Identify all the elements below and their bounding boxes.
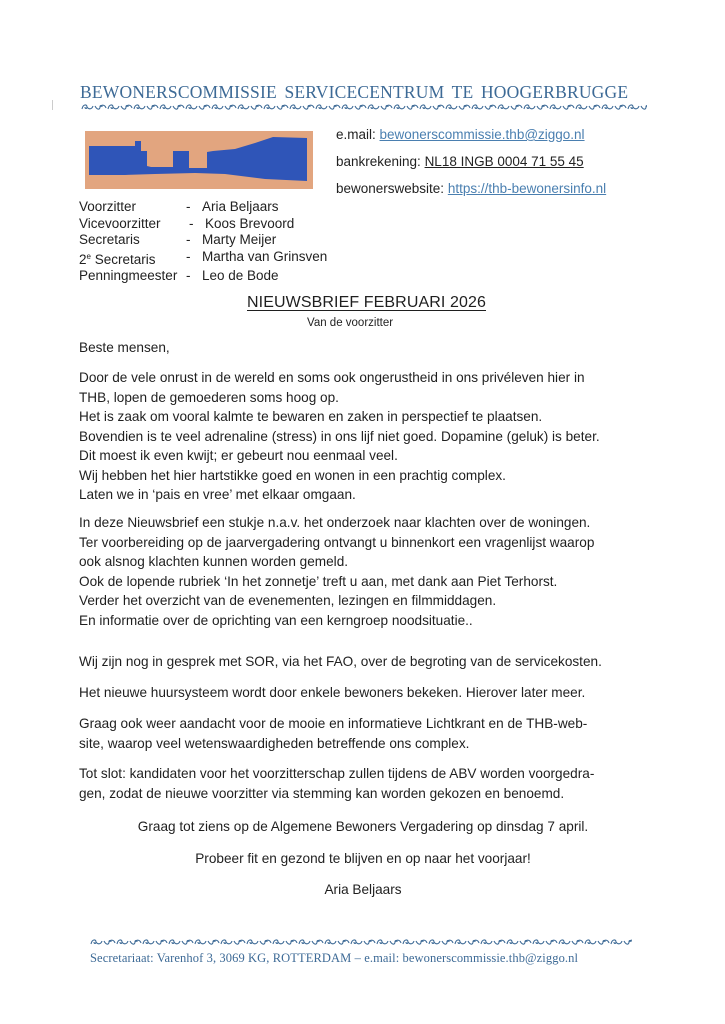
ornament-swirl — [186, 105, 197, 109]
ornament-swirl — [563, 105, 574, 109]
ornament-swirl — [572, 940, 583, 944]
bank-label: bankrekening: — [336, 154, 425, 169]
text-line: Het nieuwe huursysteem wordt door enkele bewoners bekeken. Hierover later meer. — [79, 685, 586, 700]
board-member — [79, 216, 327, 233]
ornament-swirl — [403, 940, 414, 944]
ornament-swirl — [121, 105, 132, 109]
ornament-swirl — [134, 105, 145, 109]
ornament-swirl — [533, 940, 544, 944]
ornament-swirl — [338, 940, 349, 944]
ornament-swirl — [416, 940, 427, 944]
paragraph-1 — [79, 368, 699, 505]
ornament-swirl — [260, 940, 271, 944]
ornament-swirl — [173, 105, 184, 109]
ornament-swirl — [108, 105, 119, 109]
board-member — [79, 232, 327, 249]
ornament-swirl — [199, 105, 210, 109]
closing-line-2: Probeer fit en gezond te blijven en op naar het voorjaar! — [195, 851, 531, 866]
paragraph-6 — [79, 764, 699, 803]
ornament-swirl — [117, 940, 128, 944]
ornament-swirl — [598, 940, 609, 944]
ornament-swirl — [559, 940, 570, 944]
board-name: Marty Meijer — [202, 232, 277, 247]
ornament-swirl — [589, 105, 600, 109]
board-name: Aria Beljaars — [202, 199, 279, 214]
ornament-swirl — [524, 105, 535, 109]
ornament-swirl — [195, 940, 206, 944]
board-role: Voorzitter — [79, 199, 137, 214]
contact-email — [336, 127, 585, 142]
footer-address: Secretariaat: Varenhof 3, 3069 KG, ROTTERDAM – e.mail: bewonerscommissie.thb@ziggo.nl — [90, 951, 579, 965]
ornament-swirl — [238, 105, 249, 109]
ornament-swirl — [82, 105, 93, 109]
ornament-swirl — [585, 940, 596, 944]
ornament-swirl — [459, 105, 470, 109]
ornament-swirl — [273, 940, 284, 944]
board-member — [79, 249, 327, 269]
ornament-swirl — [290, 105, 301, 109]
text-line: ook alsnog klachten kunnen worden gemeld. — [79, 554, 349, 569]
ornament-swirl — [394, 105, 405, 109]
ornament-swirl — [147, 105, 158, 109]
ornament-swirl — [485, 105, 496, 109]
text-line: THB, lopen de gemoederen soms hoog op. — [79, 389, 339, 405]
text-line: Verder het overzicht van de evenementen, lezingen en filmmiddagen. — [79, 593, 497, 608]
board-dash: - — [186, 232, 191, 247]
ornament-swirl — [468, 940, 479, 944]
text-line: Het is zaak om vooral kalmte te bewaren en zaken in perspectief te plaatsen. — [79, 409, 543, 424]
ornament-swirl — [225, 105, 236, 109]
ornament-swirl — [511, 105, 522, 109]
board-role: Penningmeester — [79, 268, 178, 283]
ornament-swirl — [481, 940, 492, 944]
paragraph-2 — [79, 513, 699, 630]
text-line: site, waarop veel wetenswaardigheden betreffende ons complex. — [79, 735, 470, 751]
text-line: Laten we in ‘pais en vree’ met elkaar omgaan. — [79, 487, 356, 502]
board-role-text: Secretaris — [90, 251, 156, 267]
board-member — [79, 199, 327, 216]
ornament-border-bottom — [90, 937, 632, 947]
board-dash: - — [189, 215, 194, 231]
ornament-swirl — [91, 940, 102, 944]
paragraph-3 — [79, 652, 699, 672]
board-name: Martha van Grinsven — [202, 248, 328, 264]
ornament-swirl — [455, 940, 466, 944]
email-label: e.mail: — [336, 127, 380, 142]
ornament-swirl — [130, 940, 141, 944]
website-label: bewonerswebsite: — [336, 181, 448, 196]
ornament-swirl — [169, 940, 180, 944]
ornament-swirl — [182, 940, 193, 944]
text-line: Wij zijn nog in gesprek met SOR, via het FAO, over de begroting van de servicekosten. — [79, 654, 602, 669]
ornament-swirl — [615, 105, 626, 109]
text-line: Tot slot: kandidaten voor het voorzitterschap zullen tijdens de ABV worden voorgedra- — [79, 766, 595, 781]
ornament-swirl — [498, 105, 509, 109]
ornament-swirl — [286, 940, 297, 944]
text-line: Bovendien is te veel adrenaline (stress) in ons lijf niet goed. Dopamine (geluk) is beter. — [79, 428, 600, 444]
ornament-swirl — [299, 940, 310, 944]
ornament-swirl — [381, 105, 392, 109]
ornament-swirl — [342, 105, 353, 109]
ornament-swirl — [507, 940, 518, 944]
text-line: Ook de lopende rubriek ‘In het zonnetje’ treft u aan, met dank aan Piet Terhorst. — [79, 573, 558, 589]
ornament-swirl — [429, 940, 440, 944]
board-role: Secretaris — [79, 232, 140, 247]
ornament-swirl — [368, 105, 379, 109]
text-line: En informatie over de oprichting van een kerngroep noodsituatie.. — [79, 612, 473, 628]
board-dash: - — [186, 248, 191, 264]
closing-line-1: Graag tot ziens op de Algemene Bewoners Vergadering op dinsdag 7 april. — [137, 819, 589, 834]
board-role: Vicevoorzitter — [79, 215, 161, 231]
board-name: Leo de Bode — [202, 268, 279, 283]
ornament-swirl — [234, 940, 245, 944]
organization-title: BEWONERSCOMMISSIE SERVICECENTRUM TE HOOGERBRUGGE — [80, 82, 629, 102]
text-line: gen, zodat de nieuwe voorzitter via stemming kan worden gekozen en benoemd. — [79, 785, 565, 801]
text-line: Graag ook weer aandacht voor de mooie en informatieve Lichtkrant en de THB-web- — [79, 716, 588, 731]
board-member — [79, 268, 327, 285]
ornament-swirl — [303, 105, 314, 109]
greeting: Beste mensen, — [79, 340, 170, 355]
board-role — [79, 249, 186, 269]
newsletter-subtitle: Van de voorzitter — [307, 317, 394, 329]
text-line: Door de vele onrust in de wereld en soms ook ongerustheid in ons privéleven hier in — [79, 370, 585, 385]
ornament-swirl — [351, 940, 362, 944]
ornament-swirl — [95, 105, 106, 109]
ornament-swirl — [641, 105, 647, 109]
board-role-superscript: e — [86, 251, 91, 261]
ornament-swirl — [537, 105, 548, 109]
text-line: Dit moest ik even kwijt; er gebeurt nou eenmaal veel. — [79, 448, 398, 463]
board-role-prefix: 2 — [79, 251, 87, 267]
ornament-swirl — [446, 105, 457, 109]
ornament-swirl — [251, 105, 262, 109]
ornament-swirl — [576, 105, 587, 109]
paragraph-4 — [79, 683, 699, 703]
building-skyline-logo — [85, 131, 313, 189]
ornament-swirl — [377, 940, 388, 944]
ornament-swirl — [312, 940, 323, 944]
contact-website — [336, 181, 606, 196]
website-link[interactable]: https://thb-bewonersinfo.nl — [447, 181, 607, 196]
signature: Aria Beljaars — [324, 882, 402, 897]
ornament-swirl — [407, 105, 418, 109]
ornament-swirl — [472, 105, 483, 109]
contact-bank — [336, 154, 584, 169]
ornament-swirl — [364, 940, 375, 944]
ornament-swirl — [628, 105, 639, 109]
ornament-swirl — [550, 105, 561, 109]
board-dash: - — [186, 268, 191, 283]
newsletter-title: NIEUWSBRIEF FEBRUARI 2026 — [247, 294, 486, 311]
board-dash: - — [186, 199, 191, 214]
bank-account-number: NL18 INGB 0004 71 55 45 — [424, 154, 584, 169]
ornament-swirl — [277, 105, 288, 109]
ornament-swirl — [546, 940, 557, 944]
ornament-swirl — [264, 105, 275, 109]
ornament-swirl — [156, 940, 167, 944]
ornament-swirl — [420, 105, 431, 109]
ornament-swirl — [611, 940, 622, 944]
ornament-swirl — [442, 940, 453, 944]
ornament-swirl — [212, 105, 223, 109]
ornament-swirl — [221, 940, 232, 944]
ornament-swirl — [325, 940, 336, 944]
ornament-swirl — [390, 940, 401, 944]
text-line: Wij hebben het hier hartstikke goed en wonen in een prachtig complex. — [79, 467, 506, 483]
ornament-wave-icon — [90, 937, 632, 947]
scan-mark — [52, 100, 53, 110]
board-members-list — [79, 199, 327, 285]
ornament-wave-icon — [81, 102, 647, 112]
ornament-swirl — [602, 105, 613, 109]
ornament-swirl — [433, 105, 444, 109]
ornament-swirl — [624, 940, 632, 944]
text-line: In deze Nieuwsbrief een stukje n.a.v. het onderzoek naar klachten over de woningen. — [79, 515, 591, 530]
ornament-swirl — [329, 105, 340, 109]
ornament-swirl — [160, 105, 171, 109]
email-link[interactable]: bewonerscommissie.thb@ziggo.nl — [379, 127, 585, 142]
board-name: Koos Brevoord — [205, 215, 295, 231]
ornament-border-top — [81, 102, 647, 112]
ornament-swirl — [316, 105, 327, 109]
ornament-swirl — [143, 940, 154, 944]
ornament-swirl — [494, 940, 505, 944]
ornament-swirl — [247, 940, 258, 944]
ornament-swirl — [104, 940, 115, 944]
ornament-swirl — [355, 105, 366, 109]
ornament-swirl — [520, 940, 531, 944]
paragraph-5 — [79, 714, 699, 753]
ornament-swirl — [208, 940, 219, 944]
text-line: Ter voorbereiding op de jaarvergadering ontvangt u binnenkort een vragenlijst waarop — [79, 534, 595, 550]
